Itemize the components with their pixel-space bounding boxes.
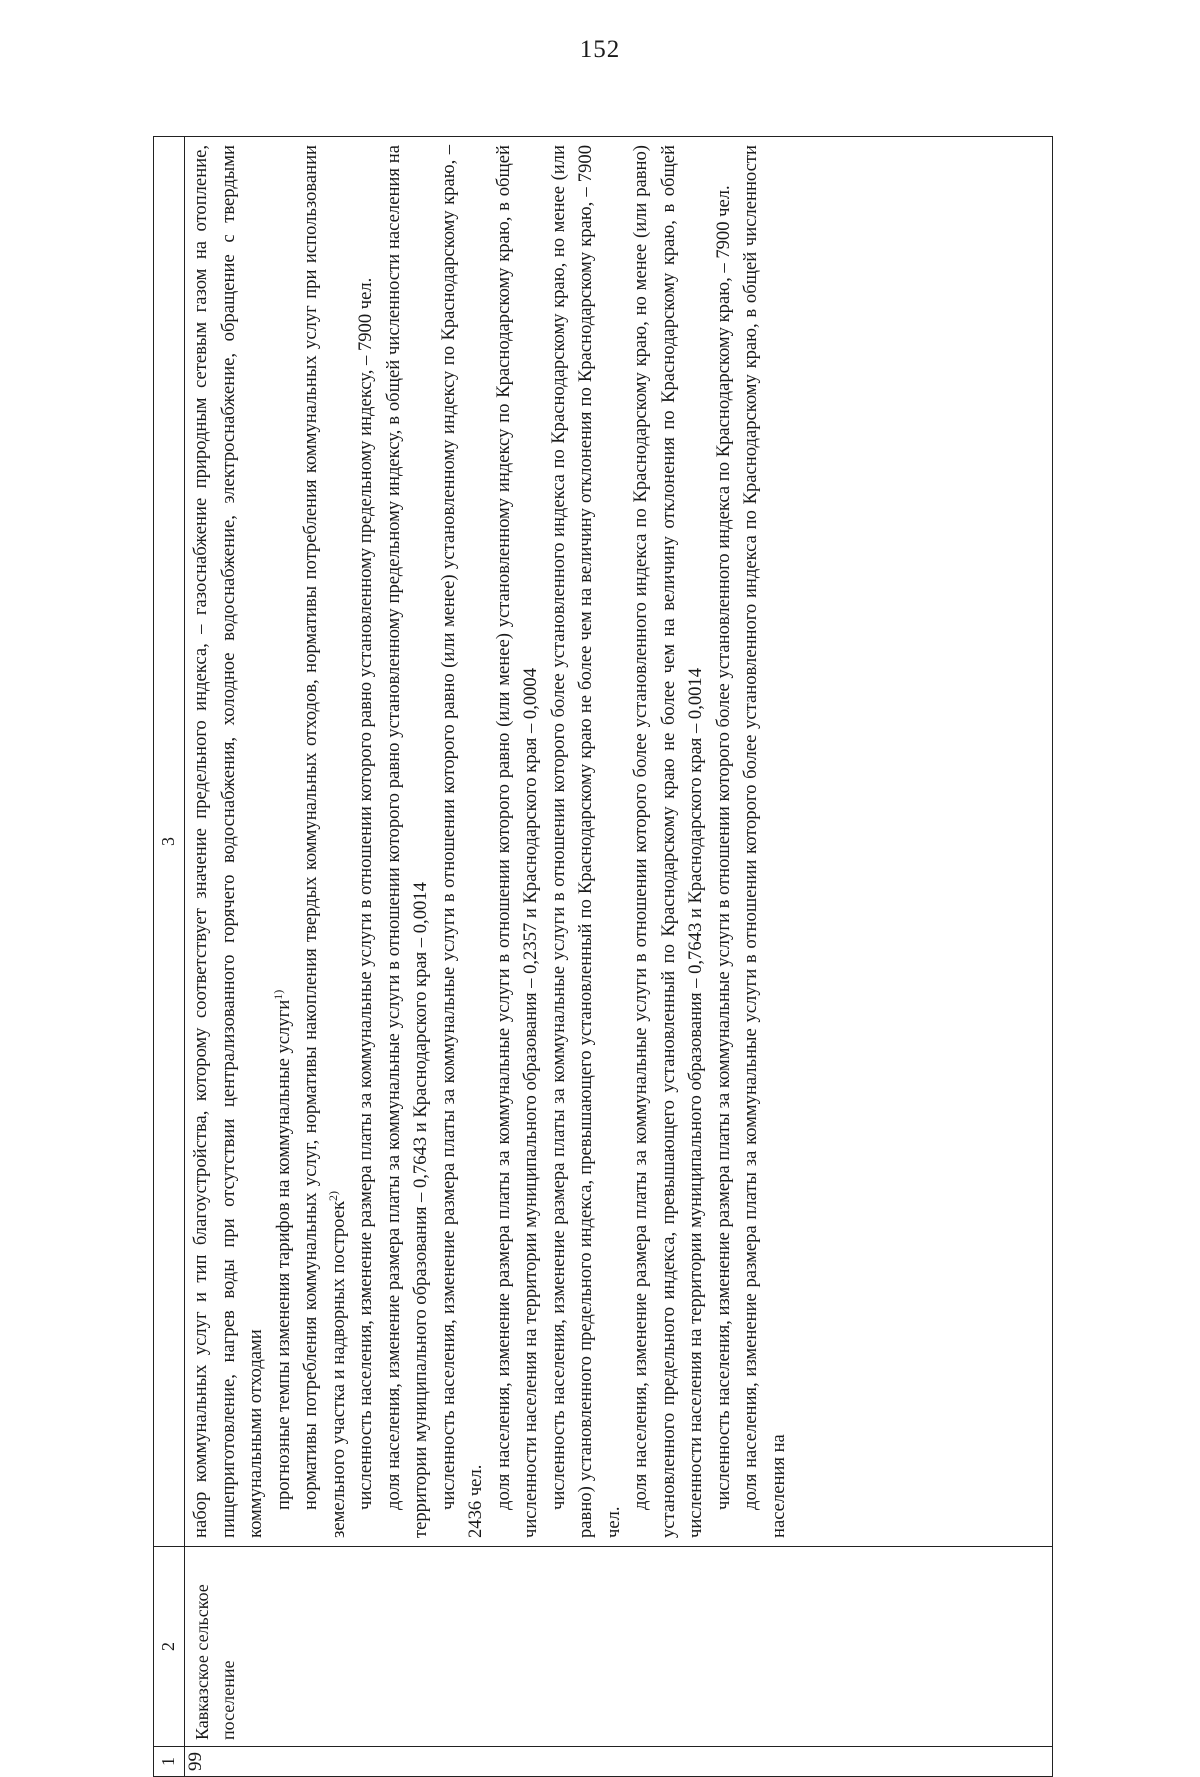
header-col-3: 3 — [154, 137, 185, 1547]
paragraph — [270, 145, 298, 1538]
description-text — [185, 137, 792, 1546]
page-number: 152 — [579, 36, 621, 63]
municipality-cell — [185, 1547, 1053, 1747]
paragraph-text: численность населения, изменение размера платы за коммунальные услуги в отношении которого более установленного индекса по Краснодарскому краю, – 7900 чел. — [712, 185, 734, 1510]
paragraph — [710, 145, 738, 1538]
paragraph — [490, 145, 545, 1538]
footnote-marker: 2) — [325, 1191, 340, 1201]
paragraph-text: прогнозные темпы изменения тарифов на коммунальные услуги — [272, 999, 294, 1510]
paragraph — [435, 145, 490, 1538]
footnote-marker: 1) — [270, 989, 285, 1000]
header-col-2: 2 — [154, 1547, 185, 1747]
paragraph — [380, 145, 435, 1538]
table-header-row — [154, 137, 185, 1777]
municipality-name: Кавказское сельское поселение — [192, 1584, 238, 1740]
paragraph-text: численность населения, изменение размера платы за коммунальные услуги в отношении которого более установленного индекса по Краснодарскому краю, но менее (или равно) установленного предельного индекса, превышающего установленный по Краснодарскому краю не более чем на величину отклонения по Краснодарскому краю, – 7900 чел. — [547, 145, 624, 1538]
paragraph-text: численность населения, изменение размера платы за коммунальные услуги в отношении которого равно (или менее) установленному индексу по Краснодарскому краю, – 2436 чел. — [437, 145, 486, 1538]
paragraph — [352, 145, 380, 1538]
table-row — [185, 137, 1053, 1777]
paragraph — [297, 145, 352, 1538]
description-cell — [185, 137, 1053, 1547]
paragraph — [737, 145, 792, 1538]
paragraph-text: нормативы потребления коммунальных услуг, нормативы накопления твердых коммунальных отходов, нормативы потребления коммунальных услуг при использовании земельного участка и надворных построек — [300, 145, 349, 1538]
row-number: 99 — [185, 1747, 1053, 1777]
paragraph-text: доля населения, изменение размера платы за коммунальные услуги в отношении которого равно (или менее) установленному индексу по Краснодарскому краю, в общей численности населения на территории муниципального образования – 0,2357 и Краснодарского края – 0,0004 — [492, 145, 541, 1538]
header-col-1: 1 — [154, 1747, 185, 1777]
paragraph — [187, 145, 270, 1538]
paragraph-text: доля населения, изменение размера платы за коммунальные услуги в отношении которого более установленного индекса по Краснодарскому краю, в общей численности населения на — [740, 145, 789, 1538]
paragraph — [545, 145, 628, 1538]
paragraph-text: набор коммунальных услуг и тип благоустройства, которому соответствует значение предельного индекса, – газоснабжение природным сетевым газом на отопление, пищеприготовление, нагрев воды при отсутствии централизованного горячего водоснабжения, холодное водоснабжение, электроснабжение, обращение с твердыми коммунальными отходами — [190, 145, 266, 1538]
paragraph — [627, 145, 710, 1538]
paragraph-text: численность населения, изменение размера платы за коммунальные услуги в отношении которого равно установленному предельному индексу, – 7900 чел. — [355, 277, 376, 1510]
rotated-table-container — [153, 137, 1053, 1777]
document-table — [153, 136, 1053, 1777]
paragraph-text: доля населения, изменение размера платы за коммунальные услуги в отношении которого более установленного индекса по Краснодарскому краю, но менее (или равно) установленного предельного индекса, превышающего установленный по Краснодарскому краю не более чем на величину отклонения по Краснодарскому краю, в общей численности населения на территории муниципального образования – 0,7643 и Краснодарского края – 0,0014 — [630, 145, 706, 1538]
paragraph-text: доля населения, изменение размера платы за коммунальные услуги в отношении которого равно установленному предельному индексу, в общей численности населения на территории муниципального образования – 0,7643 и Краснодарского края – 0,0014 — [382, 145, 431, 1538]
